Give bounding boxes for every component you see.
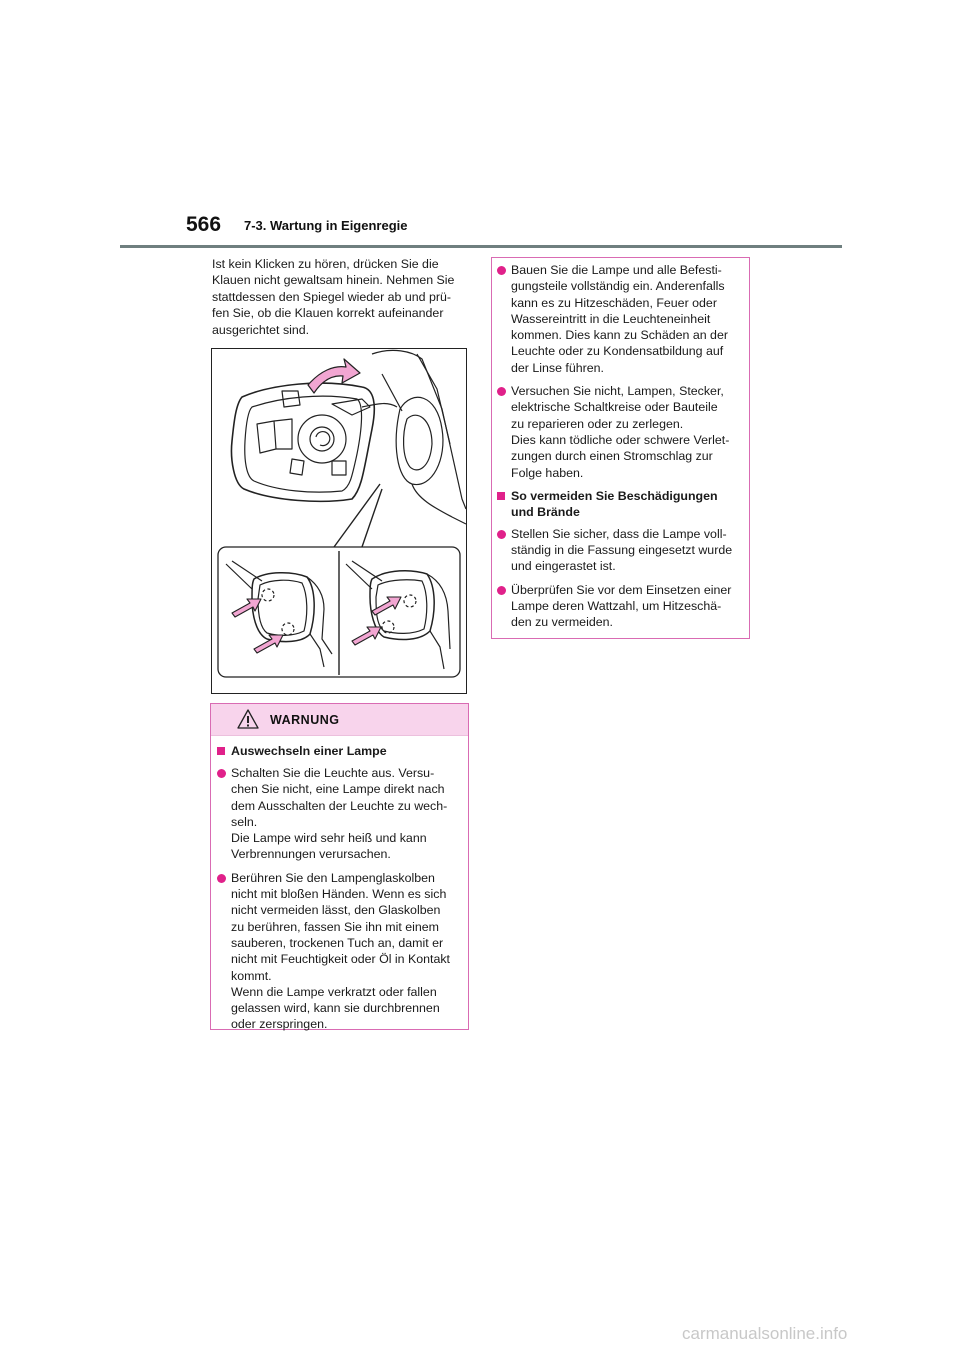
- list-item-text: Bauen Sie die Lampe und alle Befesti- gungsteile vollständig ein. Anderenfalls kann es zu Hitzeschäden, Feuer oder Wassereintritt in die Leuchteneinheit kommen. Dies kann zu Schäden an der Leuchte oder zu Kondensatbildung auf der Linse führen.: [511, 263, 728, 375]
- damage-prevention-heading: [497, 488, 739, 520]
- bullet-dot-icon: [217, 874, 226, 883]
- bullet-dot-icon: [497, 530, 506, 539]
- list-item: [497, 383, 739, 481]
- bullet-dot-icon: [217, 769, 226, 778]
- bullet-dot-icon: [497, 387, 506, 396]
- warning-triangle-icon: [237, 709, 259, 729]
- list-item-text: Berühren Sie den Lampenglaskolben nicht mit bloßen Händen. Wenn es sich nicht vermeiden lässt, den Glaskolben zu berühren, fassen Sie ihn mit einem sauberen, trockenen Tuch an, damit er nicht mit Feuchtigkeit oder Öl in Kontakt kommt. Wenn die Lampe verkratzt oder fallen gelassen wird, kann sie durchbrennen oder zerspringen.: [231, 870, 451, 1032]
- list-item-text: Versuchen Sie nicht, Lampen, Stecker, elektrische Schaltkreise oder Bauteile zu reparieren oder zu zerlegen. Dies kann tödliche oder schwere Verlet- zungen durch einen Stromschlag zur Folge haben.: [511, 384, 730, 480]
- warning-header: [211, 704, 468, 736]
- square-bullet-icon: [217, 747, 225, 755]
- watermark: carmanualsonline.info: [682, 1324, 848, 1343]
- list-item-text: Überprüfen Sie vor dem Einsetzen einer Lampe deren Wattzahl, um Hitzeschä- den zu vermeiden.: [511, 582, 732, 630]
- list-item: [217, 870, 458, 1033]
- damage-heading-text: So vermeiden Sie Beschädigungen und Brände: [511, 488, 718, 519]
- bullet-dot-icon: [497, 266, 506, 275]
- list-item-text: Schalten Sie die Leuchte aus. Versu- chen Sie nicht, eine Lampe direkt nach dem Ausschalten der Leuchte zu wech- seln. Die Lampe wird sehr heiß und kann Verbrennungen verursachen.: [231, 766, 448, 862]
- warning-continuation-box: [491, 257, 750, 639]
- section-title: 7-3. Wartung in Eigenregie: [244, 218, 408, 233]
- intro-paragraph: Ist kein Klicken zu hören, drücken Sie die Klauen nicht gewaltsam hinein. Nehmen Sie stattdessen den Spiegel wieder ab und prü- fen Sie, ob die Klauen korrekt aufeinander ausgerichtet sind.: [212, 257, 455, 337]
- warning-title: WARNUNG: [270, 713, 340, 727]
- warning-section-heading: [217, 743, 458, 759]
- list-item: [497, 262, 739, 376]
- warning-heading-text: Auswechseln einer Lampe: [231, 744, 387, 758]
- list-item: [217, 765, 458, 863]
- list-item-text: Stellen Sie sicher, dass die Lampe voll- ständig in die Fassung eingesetzt wurde und eingerastet ist.: [511, 526, 733, 574]
- square-bullet-icon: [497, 492, 505, 500]
- page-number: 566: [186, 213, 222, 236]
- warning-box: [210, 703, 469, 1030]
- list-item: [497, 526, 739, 575]
- bullet-dot-icon: [497, 586, 506, 595]
- mirror-lamp-replacement-illustration: [211, 348, 467, 694]
- header-rule: [120, 245, 842, 248]
- list-item: [497, 582, 739, 631]
